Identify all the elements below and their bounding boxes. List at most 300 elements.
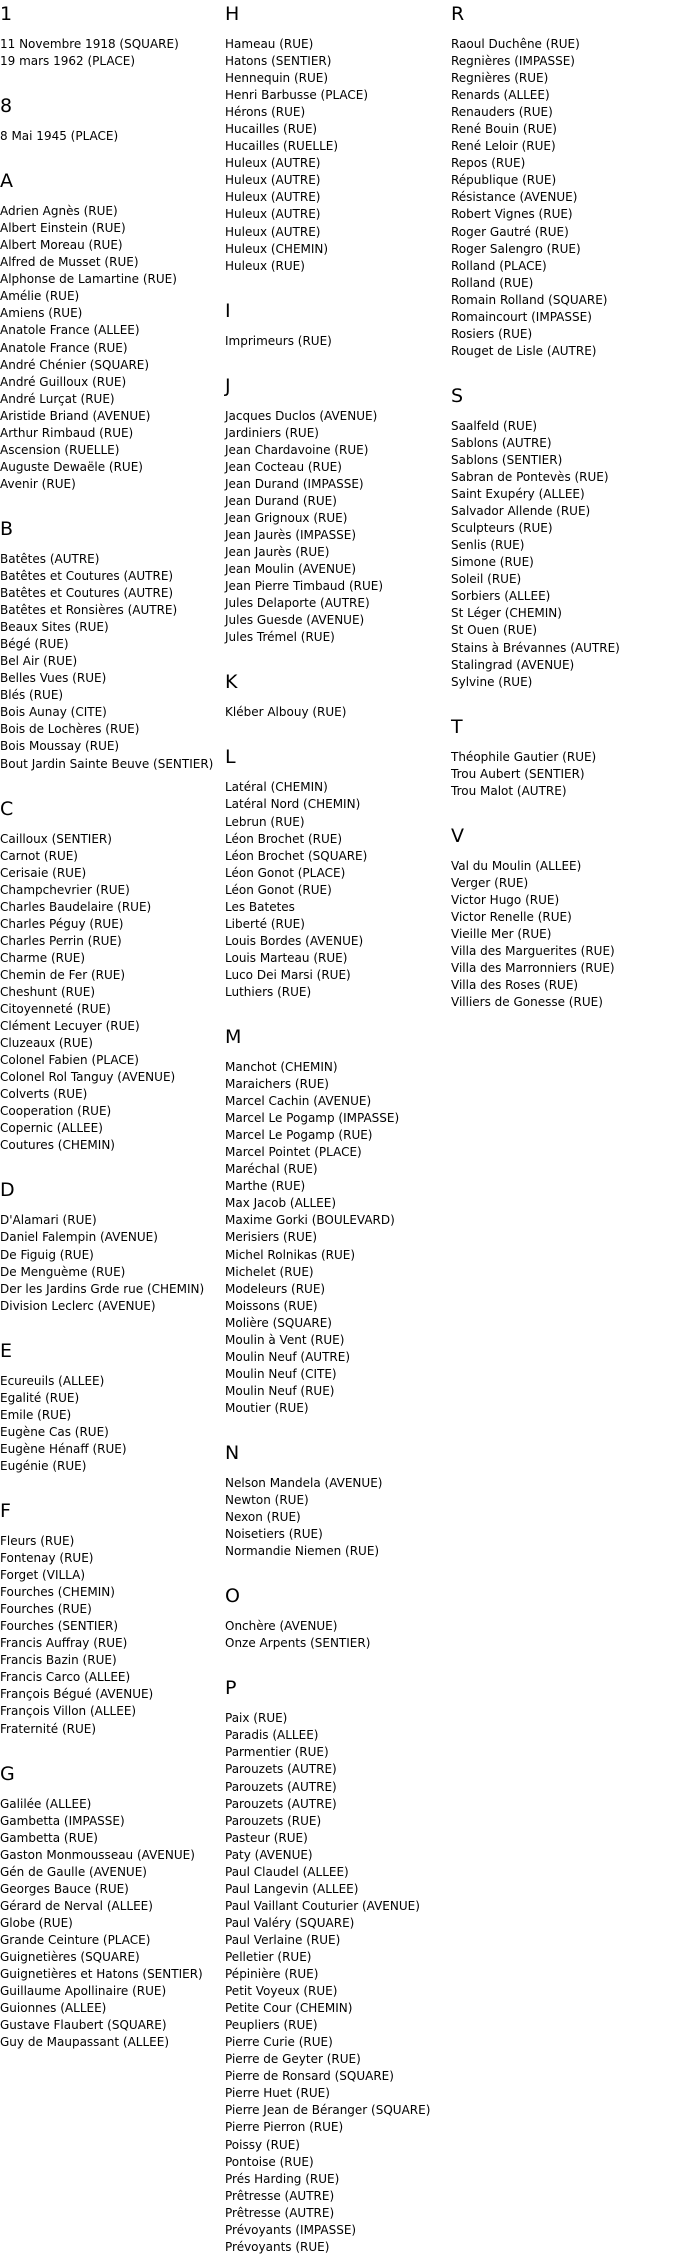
street-entry: Bel Air (RUE) (0, 654, 78, 669)
street-entry: Avenir (RUE) (0, 476, 76, 491)
street-entry: Amiens (RUE) (0, 306, 83, 321)
street-entry: Kléber Albouy (RUE) (225, 705, 347, 720)
index-column-1 (0, 4, 225, 2051)
street-entry: Chemin de Fer (RUE) (0, 967, 126, 982)
street-entry: République (RUE) (451, 173, 557, 188)
street-entry: Léon Brochet (RUE) (225, 831, 343, 846)
letter-heading: V (451, 824, 464, 847)
group-spacer (0, 1475, 225, 1501)
group-spacer (225, 1652, 450, 1678)
group-spacer (0, 493, 225, 519)
street-entry: Nelson Mandela (AVENUE) (225, 1476, 383, 1490)
street-entry: Daniel Falempin (AVENUE) (0, 1230, 158, 1245)
street-entry: Cheshunt (RUE) (0, 984, 96, 999)
street-list (225, 1059, 450, 1417)
street-entry: Moulin Neuf (AUTRE) (225, 1349, 350, 1364)
street-entry: François Villon (ALLEE) (0, 1704, 137, 1719)
street-entry: St Léger (CHEMIN) (451, 606, 562, 621)
letter-heading: E (0, 1339, 13, 1362)
street-entry: Bois Aunay (CITE) (0, 705, 107, 720)
street-entry: Ecureuils (ALLEE) (0, 1373, 105, 1388)
street-entry: Ascension (RUELLE) (0, 442, 120, 457)
letter-heading: J (225, 374, 231, 397)
group-spacer (225, 1560, 450, 1586)
letter-heading: G (0, 1762, 15, 1785)
group-spacer (225, 646, 450, 672)
letter-group (0, 96, 225, 171)
street-entry: Latéral Nord (CHEMIN) (225, 797, 361, 812)
street-entry: Anatole France (RUE) (0, 340, 128, 355)
letter-group (225, 1678, 450, 2256)
street-entry: Jardiniers (RUE) (225, 425, 319, 440)
street-list (451, 858, 675, 1011)
group-spacer (451, 360, 675, 386)
street-entry: François Bégué (AVENUE) (0, 1687, 154, 1702)
street-entry: Villa des Marronniers (RUE) (451, 961, 615, 976)
street-entry: Roger Gautré (RUE) (451, 224, 569, 239)
street-entry: Fourches (SENTIER) (0, 1619, 119, 1634)
letter-heading: M (225, 1026, 242, 1049)
street-entry: Coutures (CHEMIN) (0, 1138, 115, 1153)
letter-group (451, 386, 675, 717)
street-entry: Bois Moussay (RUE) (0, 739, 120, 754)
letter-heading: K (225, 671, 238, 694)
street-entry: Pierre Curie (RUE) (225, 2035, 333, 2050)
street-entry: Poissy (RUE) (225, 2137, 300, 2152)
street-entry: Prévoyants (IMPASSE) (225, 2222, 357, 2237)
street-entry: Huleux (AUTRE) (225, 207, 321, 222)
street-entry: Guignetières (SQUARE) (0, 1949, 140, 1964)
street-entry: Huleux (RUE) (225, 258, 305, 273)
street-entry: Jean Durand (RUE) (225, 493, 337, 508)
street-entry: Pierre de Geyter (RUE) (225, 2052, 361, 2067)
street-entry: Rolland (PLACE) (451, 258, 547, 273)
street-entry: Fourches (RUE) (0, 1602, 92, 1617)
letter-heading: T (451, 715, 463, 738)
street-list (0, 128, 225, 145)
street-entry: Soleil (RUE) (451, 572, 522, 587)
street-list (0, 1212, 225, 1314)
street-entry: Victor Hugo (RUE) (451, 892, 560, 907)
street-entry: Citoyenneté (RUE) (0, 1002, 111, 1017)
street-entry: Les Batetes (225, 899, 295, 914)
letter-group (225, 1586, 450, 1678)
street-entry: D'Alamari (RUE) (0, 1213, 97, 1228)
street-entry: 11 Novembre 1918 (SQUARE) (0, 37, 179, 51)
letter-group (225, 4, 450, 301)
street-entry: Batêtes et Ronsières (AUTRE) (0, 603, 178, 618)
street-entry: Stains à Brévannes (AUTRE) (451, 640, 620, 655)
street-entry: Division Leclerc (AVENUE) (0, 1298, 156, 1313)
street-list (451, 418, 675, 691)
street-entry: Pierre Jean de Béranger (SQUARE) (225, 2103, 431, 2118)
letter-group (451, 4, 675, 386)
letter-group (225, 672, 450, 747)
street-entry: Sylvine (RUE) (451, 674, 533, 689)
street-entry: Roger Salengro (RUE) (451, 241, 581, 256)
street-entry: Gérard de Nerval (ALLEE) (0, 1898, 153, 1913)
street-entry: Michel Rolnikas (RUE) (225, 1247, 356, 1262)
street-entry: Pierre de Ronsard (SQUARE) (225, 2069, 394, 2084)
street-entry: Colonel Rol Tanguy (AVENUE) (0, 1070, 176, 1085)
street-entry: Hucailles (RUELLE) (225, 139, 339, 154)
letter-heading: N (225, 1442, 240, 1464)
street-entry: Paradis (ALLEE) (225, 1728, 319, 1743)
street-entry: Parouzets (AUTRE) (225, 1796, 337, 1811)
street-entry: Romaincourt (IMPASSE) (451, 309, 592, 324)
street-list (225, 408, 450, 647)
street-entry: Huleux (AUTRE) (225, 190, 321, 205)
letter-group (0, 1180, 225, 1340)
street-list (0, 1533, 225, 1738)
street-entry: Léon Gonot (PLACE) (225, 865, 346, 880)
street-entry: Petite Cour (CHEMIN) (225, 2001, 353, 2016)
letter-group (0, 171, 225, 519)
street-entry: Robert Vignes (RUE) (451, 207, 573, 222)
street-entry: Cooperation (RUE) (0, 1104, 112, 1119)
street-entry: Paul Vaillant Couturier (AVENUE) (225, 1898, 420, 1913)
street-entry: Auguste Dewaële (RUE) (0, 459, 143, 474)
street-list (0, 551, 225, 773)
street-entry: Colverts (RUE) (0, 1087, 88, 1102)
street-list (451, 749, 675, 800)
street-entry: Petit Voyeux (RUE) (225, 1984, 338, 1999)
street-entry: Bois de Lochères (RUE) (0, 722, 140, 737)
street-entry: Repos (RUE) (451, 156, 526, 171)
street-entry: Onze Arpents (SENTIER) (225, 1636, 371, 1651)
street-list (225, 1710, 450, 2256)
street-entry: Fontenay (RUE) (0, 1551, 94, 1566)
street-entry: Jules Trémel (RUE) (225, 630, 335, 645)
letter-group (225, 747, 450, 1027)
street-entry: Marcel Cachin (AVENUE) (225, 1094, 372, 1109)
letter-heading: F (0, 1500, 11, 1522)
street-list (225, 1618, 450, 1652)
street-entry: Pasteur (RUE) (225, 1830, 308, 1845)
street-entry: Eugénie (RUE) (0, 1458, 87, 1473)
letter-group (0, 1764, 225, 2052)
street-entry: Beaux Sites (RUE) (0, 620, 109, 635)
street-entry: René Bouin (RUE) (451, 122, 557, 137)
street-entry: Regnières (IMPASSE) (451, 54, 575, 69)
street-entry: Bout Jardin Sainte Beuve (SENTIER) (0, 756, 214, 771)
letter-heading: H (225, 3, 240, 25)
street-entry: Moissons (RUE) (225, 1298, 318, 1313)
street-entry: Marcel Pointet (PLACE) (225, 1145, 362, 1160)
street-entry: Luthiers (RUE) (225, 984, 312, 999)
group-spacer (225, 275, 450, 301)
street-entry: Michelet (RUE) (225, 1264, 314, 1279)
street-entry: Prévoyants (RUE) (225, 2239, 330, 2254)
letter-heading: C (0, 797, 14, 820)
street-entry: Saalfeld (RUE) (451, 418, 538, 433)
street-entry: Léon Gonot (RUE) (225, 882, 332, 897)
street-entry: Carnot (RUE) (0, 848, 78, 863)
street-entry: Francis Carco (ALLEE) (0, 1670, 131, 1685)
group-spacer (0, 773, 225, 799)
street-entry: Fourches (CHEMIN) (0, 1585, 115, 1600)
street-entry: Jacques Duclos (AVENUE) (225, 408, 378, 423)
street-entry: Onchère (AVENUE) (225, 1619, 338, 1634)
street-entry: Peupliers (RUE) (225, 2018, 318, 2033)
street-entry: Hucailles (RUE) (225, 122, 318, 137)
street-entry: Sablons (AUTRE) (451, 435, 552, 450)
street-entry: Albert Moreau (RUE) (0, 238, 123, 253)
street-entry: Parouzets (AUTRE) (225, 1779, 337, 1794)
street-entry: Eugène Cas (RUE) (0, 1424, 109, 1439)
street-entry: Guillaume Apollinaire (RUE) (0, 1984, 167, 1999)
street-entry: Alphonse de Lamartine (RUE) (0, 272, 177, 287)
street-entry: Hérons (RUE) (225, 105, 306, 120)
letter-group (225, 376, 450, 673)
street-entry: St Ouen (RUE) (451, 623, 538, 638)
street-entry: Eugène Hénaff (RUE) (0, 1441, 127, 1456)
street-entry: Jean Jaurès (IMPASSE) (225, 528, 357, 543)
street-entry: Stalingrad (AVENUE) (451, 657, 575, 672)
street-entry: Victor Renelle (RUE) (451, 909, 572, 924)
street-entry: Amélie (RUE) (0, 289, 80, 304)
street-entry: Lebrun (RUE) (225, 814, 305, 829)
street-entry: Anatole France (ALLEE) (0, 323, 140, 338)
street-entry: Rolland (RUE) (451, 275, 534, 290)
street-entry: Trou Aubert (SENTIER) (451, 766, 585, 781)
street-entry: Paul Verlaine (RUE) (225, 1932, 341, 1947)
street-entry: Marthe (RUE) (225, 1179, 306, 1194)
letter-heading: P (225, 1677, 237, 1700)
street-entry: Raoul Duchêne (RUE) (451, 37, 580, 51)
street-entry: Paix (RUE) (225, 1711, 288, 1726)
letter-heading: D (0, 1179, 15, 1202)
street-entry: Latéral (CHEMIN) (225, 780, 328, 795)
street-entry: René Leloir (RUE) (451, 139, 556, 154)
street-entry: Jean Grignoux (RUE) (225, 510, 348, 525)
street-entry: Rouget de Lisle (AUTRE) (451, 343, 597, 358)
index-column-2 (225, 4, 450, 2256)
letter-heading: 1 (0, 3, 13, 25)
letter-heading: 8 (0, 95, 13, 118)
street-entry: 8 Mai 1945 (PLACE) (0, 129, 119, 144)
index-column-3 (451, 4, 675, 1011)
street-entry: Francis Auffray (RUE) (0, 1636, 128, 1651)
letter-group (225, 1027, 450, 1443)
street-entry: Blés (RUE) (0, 688, 64, 703)
street-entry: Jules Guesde (AVENUE) (225, 613, 365, 628)
street-entry: Sabran de Pontevès (RUE) (451, 470, 609, 485)
street-entry: Villiers de Gonesse (RUE) (451, 995, 603, 1010)
street-entry: Aristide Briand (AVENUE) (0, 408, 151, 423)
street-entry: Luco Dei Marsi (RUE) (225, 967, 351, 982)
street-entry: Guionnes (ALLEE) (0, 2001, 107, 2016)
street-entry: Jules Delaporte (AUTRE) (225, 596, 370, 611)
letter-group (0, 4, 225, 96)
street-entry: Prêtresse (AUTRE) (225, 2205, 335, 2220)
street-entry: Cerisaie (RUE) (0, 865, 87, 880)
street-entry: Fleurs (RUE) (0, 1534, 75, 1548)
street-entry: Molière (SQUARE) (225, 1315, 332, 1330)
letter-group (0, 519, 225, 799)
letter-group (451, 717, 675, 826)
group-spacer (225, 721, 450, 747)
letter-heading: A (0, 170, 13, 193)
street-entry: Huleux (AUTRE) (225, 156, 321, 171)
group-spacer (0, 1154, 225, 1180)
street-entry: Grande Ceinture (PLACE) (0, 1932, 151, 1947)
street-entry: Paul Claudel (ALLEE) (225, 1864, 349, 1879)
street-entry: Moulin Neuf (CITE) (225, 1366, 337, 1381)
street-entry: Guy de Maupassant (ALLEE) (0, 2035, 170, 2050)
street-entry: Jean Cocteau (RUE) (225, 459, 342, 474)
group-spacer (225, 350, 450, 376)
street-list (0, 1796, 225, 2052)
group-spacer (0, 145, 225, 171)
street-entry: Cailloux (SENTIER) (0, 831, 112, 846)
letter-group (451, 826, 675, 1011)
street-entry: Renauders (RUE) (451, 105, 553, 120)
street-entry: André Lurçat (RUE) (0, 391, 115, 406)
street-entry: Paul Langevin (ALLEE) (225, 1881, 359, 1896)
street-entry: Colonel Fabien (PLACE) (0, 1053, 139, 1068)
street-entry: Batêtes (AUTRE) (0, 551, 100, 566)
street-entry: 19 mars 1962 (PLACE) (0, 54, 135, 69)
street-entry: Villa des Marguerites (RUE) (451, 944, 615, 959)
street-list (225, 1475, 450, 1560)
street-entry: Gustave Flaubert (SQUARE) (0, 2018, 167, 2033)
street-entry: Pierre Pierron (RUE) (225, 2120, 344, 2135)
street-list (225, 779, 450, 1001)
street-entry: Gambetta (IMPASSE) (0, 1813, 125, 1828)
street-entry: Maraichers (RUE) (225, 1077, 329, 1092)
group-spacer (451, 800, 675, 826)
street-entry: Moutier (RUE) (225, 1400, 309, 1415)
letter-heading: R (451, 3, 465, 25)
street-entry: Regnières (RUE) (451, 71, 549, 86)
street-entry: Hameau (RUE) (225, 37, 314, 51)
street-entry: Salvador Allende (RUE) (451, 504, 591, 519)
street-entry: Emile (RUE) (0, 1407, 72, 1422)
street-entry: Batêtes et Coutures (AUTRE) (0, 586, 174, 601)
street-entry: Bégé (RUE) (0, 637, 69, 652)
street-entry: Copernic (ALLEE) (0, 1121, 103, 1136)
street-entry: Sculpteurs (RUE) (451, 521, 553, 536)
letter-heading: L (225, 746, 236, 769)
street-entry: Belles Vues (RUE) (0, 671, 107, 686)
group-spacer (0, 70, 225, 96)
group-spacer (225, 1001, 450, 1027)
street-entry: Val du Moulin (ALLEE) (451, 858, 582, 873)
street-entry: Senlis (RUE) (451, 538, 525, 553)
street-entry: Charles Péguy (RUE) (0, 916, 124, 931)
street-list (225, 36, 450, 275)
street-entry: Romain Rolland (SQUARE) (451, 292, 608, 307)
group-spacer (0, 1315, 225, 1341)
street-entry: Jean Durand (IMPASSE) (225, 476, 364, 491)
street-entry: Forget (VILLA) (0, 1568, 86, 1583)
street-entry: Modeleurs (RUE) (225, 1281, 326, 1296)
street-entry: Max Jacob (ALLEE) (225, 1196, 336, 1211)
street-entry: Marcel Le Pogamp (IMPASSE) (225, 1111, 400, 1126)
street-list (0, 203, 225, 493)
street-entry: Léon Brochet (SQUARE) (225, 848, 368, 863)
street-entry: Trou Malot (AUTRE) (451, 783, 567, 798)
street-entry: Clément Lecuyer (RUE) (0, 1019, 140, 1034)
street-entry: Moulin à Vent (RUE) (225, 1332, 345, 1347)
street-entry: Gambetta (RUE) (0, 1830, 98, 1845)
street-list (225, 704, 450, 721)
street-entry: Jean Moulin (AVENUE) (225, 562, 357, 577)
street-entry: Huleux (CHEMIN) (225, 241, 329, 256)
street-entry: Théophile Gautier (RUE) (451, 749, 597, 764)
letter-heading: S (451, 384, 464, 407)
street-entry: Pontoise (RUE) (225, 2154, 314, 2169)
letter-group (225, 301, 450, 376)
street-entry: Charles Perrin (RUE) (0, 933, 122, 948)
street-entry: Renards (ALLEE) (451, 88, 550, 103)
letter-group (0, 1501, 225, 1764)
street-entry: Saint Exupéry (ALLEE) (451, 487, 585, 502)
letter-group (225, 1443, 450, 1586)
street-entry: Vieille Mer (RUE) (451, 926, 552, 941)
street-entry: Marcel Le Pogamp (RUE) (225, 1128, 373, 1143)
group-spacer (451, 691, 675, 717)
street-entry: Sorbiers (ALLEE) (451, 589, 551, 604)
street-entry: André Guilloux (RUE) (0, 374, 127, 389)
street-entry: Normandie Niemen (RUE) (225, 1544, 380, 1559)
street-entry: Pierre Huet (RUE) (225, 2086, 330, 2101)
street-list (0, 831, 225, 1155)
letter-heading: B (0, 517, 14, 540)
street-entry: Batêtes et Coutures (AUTRE) (0, 568, 174, 583)
street-list (225, 333, 450, 350)
street-entry: Globe (RUE) (0, 1915, 73, 1930)
street-entry: Henri Barbusse (PLACE) (225, 88, 369, 103)
street-entry: Nexon (RUE) (225, 1510, 301, 1525)
street-entry: Jean Pierre Timbaud (RUE) (225, 579, 384, 594)
street-entry: Adrien Agnès (RUE) (0, 204, 118, 219)
street-entry: Hatons (SENTIER) (225, 54, 332, 69)
letter-group (0, 1341, 225, 1501)
street-entry: Résistance (AVENUE) (451, 190, 578, 205)
street-entry: Jean Jaurès (RUE) (225, 545, 330, 560)
street-entry: Parouzets (AUTRE) (225, 1762, 337, 1777)
street-entry: Gaston Monmousseau (AVENUE) (0, 1847, 195, 1862)
street-entry: Huleux (AUTRE) (225, 224, 321, 239)
street-entry: Simone (RUE) (451, 555, 534, 570)
street-entry: Maréchal (RUE) (225, 1162, 318, 1177)
street-entry: Paty (AVENUE) (225, 1847, 313, 1862)
street-entry: Fraternité (RUE) (0, 1721, 97, 1736)
street-list (0, 1373, 225, 1475)
street-entry: Albert Einstein (RUE) (0, 221, 126, 236)
street-entry: Arthur Rimbaud (RUE) (0, 425, 134, 440)
street-entry: Verger (RUE) (451, 875, 529, 890)
street-entry: Jean Chardavoine (RUE) (225, 442, 369, 457)
street-entry: Francis Bazin (RUE) (0, 1653, 117, 1668)
street-entry: Pépinière (RUE) (225, 1967, 319, 1982)
street-entry: Cluzeaux (RUE) (0, 1036, 93, 1051)
street-entry: Louis Bordes (AVENUE) (225, 933, 364, 948)
street-entry: Alfred de Musset (RUE) (0, 255, 139, 270)
letter-group (0, 799, 225, 1181)
street-entry: Charles Baudelaire (RUE) (0, 899, 152, 914)
group-spacer (0, 1738, 225, 1764)
street-entry: Newton (RUE) (225, 1493, 309, 1508)
street-entry: Noisetiers (RUE) (225, 1527, 323, 1542)
street-entry: Der les Jardins Grde rue (CHEMIN) (0, 1281, 205, 1296)
street-entry: André Chénier (SQUARE) (0, 357, 150, 372)
street-entry: Rosiers (RUE) (451, 326, 533, 341)
street-entry: Charme (RUE) (0, 950, 86, 965)
street-entry: Gén de Gaulle (AVENUE) (0, 1864, 147, 1879)
